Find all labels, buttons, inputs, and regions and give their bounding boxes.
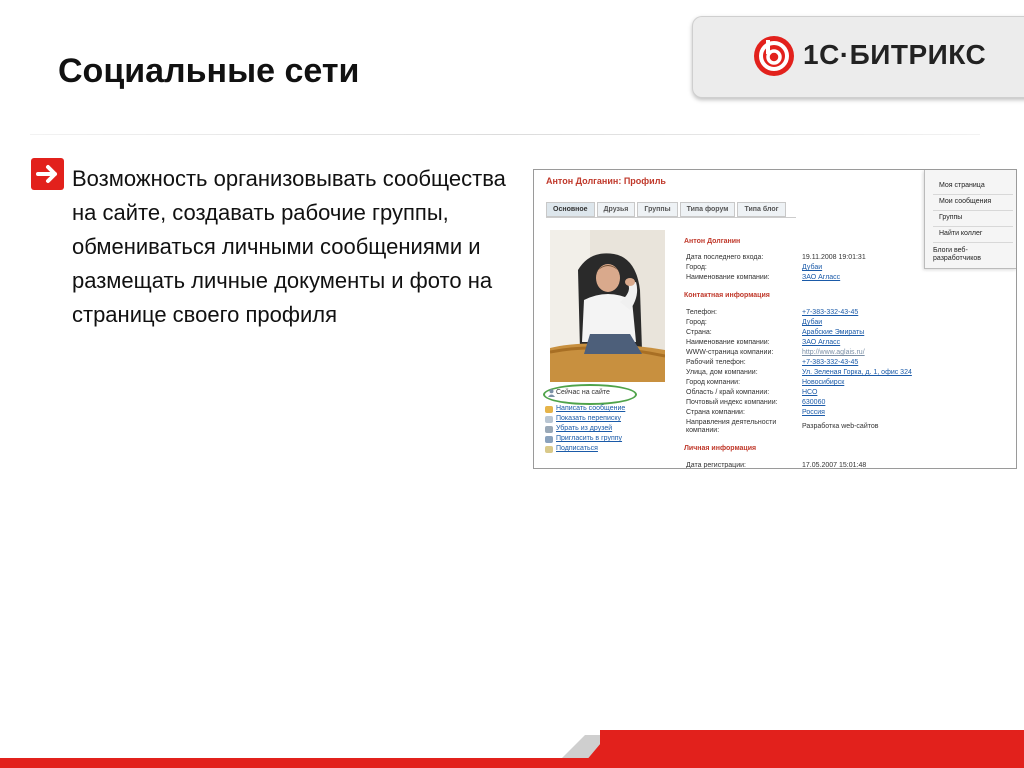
tabs-divider [546, 217, 796, 218]
field-link[interactable]: +7-383-332-43-45 [802, 359, 859, 366]
slide-title: Социальные сети [58, 52, 360, 90]
field-link[interactable]: Россия [802, 409, 825, 416]
title-divider [30, 134, 980, 135]
tab-friends[interactable]: Друзья [597, 202, 636, 217]
field-link[interactable]: Новосибирск [802, 379, 845, 386]
section-personal: Личная информация [684, 445, 757, 452]
field-link[interactable]: http://www.aglais.ru/ [802, 349, 865, 356]
logo-panel [692, 16, 1024, 98]
menu-divider [933, 242, 1013, 243]
field-link[interactable]: Дубаи [802, 319, 823, 326]
field-label: Область / край компании: [686, 389, 770, 396]
section-contact: Контактная информация [684, 292, 770, 299]
write-message-link[interactable]: Написать сообщение [556, 405, 626, 412]
field-link[interactable]: ЗАО Агласс [802, 274, 841, 281]
profile-tabs [546, 202, 786, 217]
field-label: Направления деятельности компании: [686, 419, 777, 434]
user-menu [924, 170, 1017, 269]
menu-divider [933, 194, 1013, 195]
menu-item-find-colleagues[interactable]: Найти коллег [939, 230, 983, 237]
field-label: Страна: [686, 329, 712, 336]
profile-title: Антон Долганин: Профиль [546, 176, 666, 186]
pencil-icon [545, 406, 553, 413]
menu-item-my-messages[interactable]: Мои сообщения [939, 198, 992, 205]
field-link[interactable]: 630060 [802, 399, 826, 406]
field-link[interactable]: Ул. Зеленая Горка, д. 1, офис 324 [802, 369, 912, 376]
menu-item-my-page[interactable]: Моя страница [939, 182, 985, 189]
field-link[interactable]: +7-383-332-43-45 [802, 309, 859, 316]
menu-divider [933, 226, 1013, 227]
field-label: Дата последнего входа: [686, 254, 764, 261]
messages-icon [545, 416, 553, 423]
field-label: Дата регистрации: [686, 462, 746, 469]
field-label: Наименование компании: [686, 339, 770, 346]
field-label: Наименование компании: [686, 274, 770, 281]
subscribe-icon [545, 446, 553, 453]
arrow-right-icon [31, 158, 64, 190]
tab-groups[interactable]: Группы [637, 202, 677, 217]
online-status-label: Сейчас на сайте [556, 389, 610, 396]
invite-group-icon [545, 436, 553, 443]
menu-item-blogs[interactable]: Блоги веб-разработчиков [933, 247, 981, 262]
field-link[interactable]: Арабские Эмираты [802, 329, 865, 336]
field-label: WWW-страница компании: [686, 349, 774, 356]
invite-to-group-link[interactable]: Пригласить в группу [556, 435, 623, 442]
field-value: 19.11.2008 19:01:31 [802, 254, 866, 261]
field-label: Почтовый индекс компании: [686, 399, 778, 406]
field-label: Город: [686, 319, 707, 326]
tab-main[interactable]: Основное [546, 202, 595, 217]
field-label: Страна компании: [686, 409, 745, 416]
menu-divider [933, 210, 1013, 211]
bitrix-logo-icon [753, 35, 795, 77]
user-online-icon [548, 389, 555, 397]
logo-text: 1С·БИТРИКС [803, 39, 987, 70]
show-conversation-link[interactable]: Показать переписку [556, 415, 622, 422]
field-link[interactable]: ЗАО Агласс [802, 339, 841, 346]
tab-forum[interactable]: Типа форум [680, 202, 736, 217]
remove-friend-link[interactable]: Убрать из друзей [556, 425, 613, 432]
menu-item-groups[interactable]: Группы [939, 214, 963, 221]
field-label: Рабочий телефон: [686, 359, 746, 366]
field-label: Улица, дом компании: [686, 369, 758, 376]
field-label: Телефон: [686, 309, 717, 316]
profile-screenshot [533, 169, 1017, 469]
field-label: Город: [686, 264, 707, 271]
subscribe-link[interactable]: Подписаться [556, 445, 598, 452]
remove-friend-icon [545, 426, 553, 433]
field-link[interactable]: Дубаи [802, 264, 823, 271]
footer-band [0, 758, 1024, 768]
profile-photo [550, 230, 665, 382]
field-link[interactable]: НСО [802, 389, 818, 396]
field-value: 17.05.2007 15:01:48 [802, 462, 867, 469]
tab-blog[interactable]: Типа блог [737, 202, 785, 217]
field-value: Разработка web-сайтов [802, 423, 879, 430]
field-label: Город компании: [686, 379, 741, 386]
section-main: Антон Долганин [684, 238, 741, 245]
bullet-text: Возможность организовывать сообщества на сайте, создавать рабочие группы, обмениваться личными сообщениями и размещать личные документы и фото на странице своего профиля [72, 166, 506, 327]
